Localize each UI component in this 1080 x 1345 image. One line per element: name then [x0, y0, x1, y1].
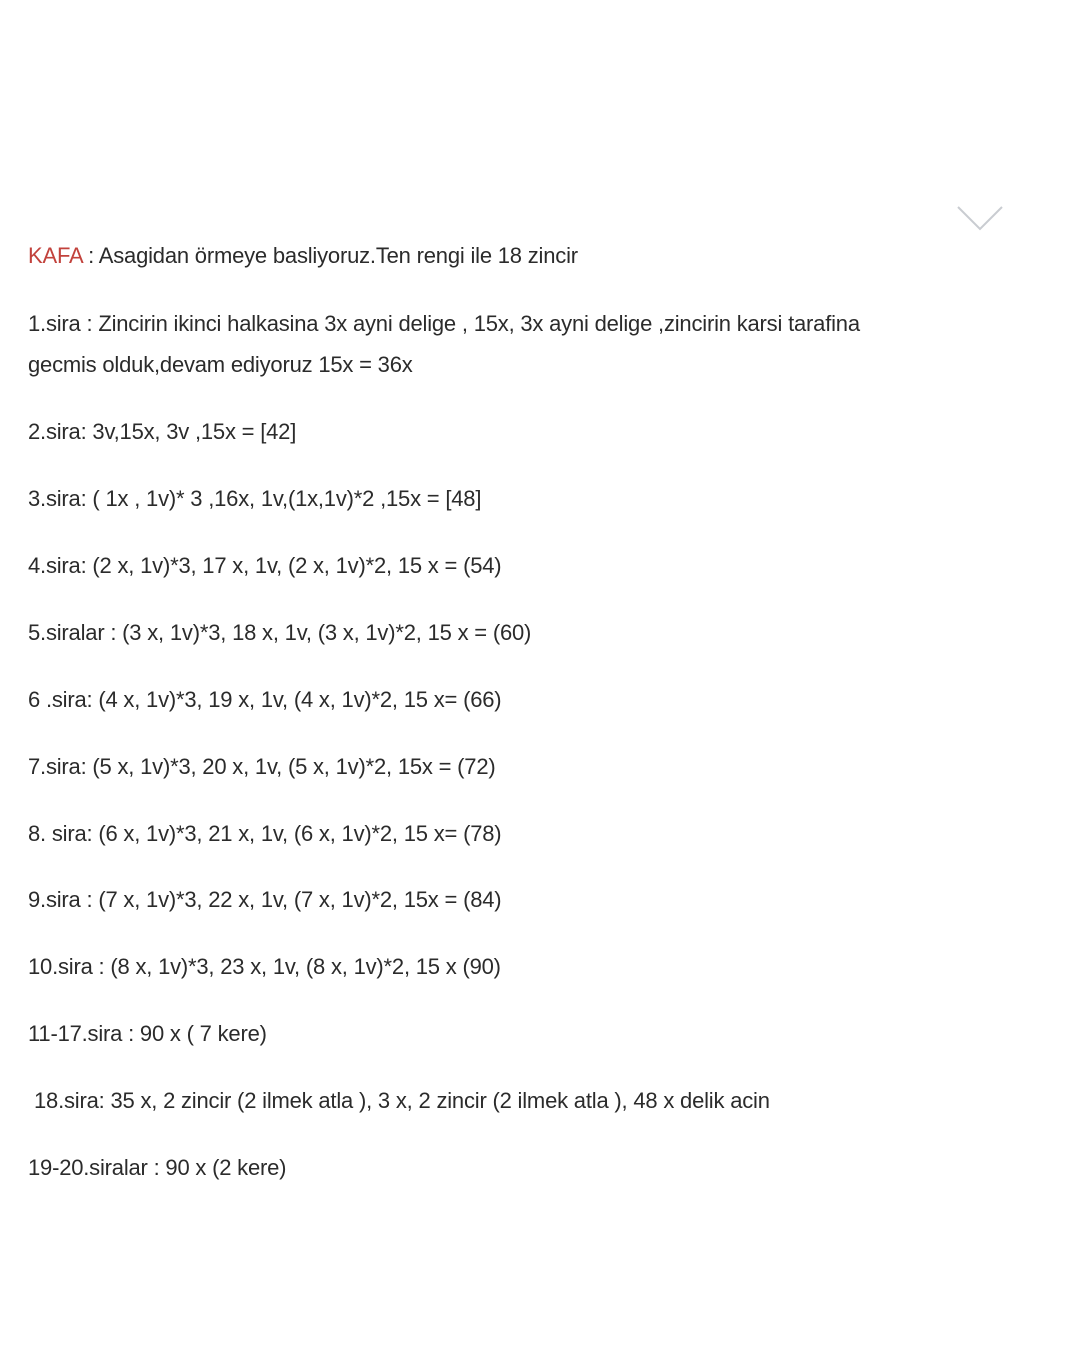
row-18: 18.sira: 35 x, 2 zincir (2 ilmek atla ), 3 x, 2 zincir (2 ilmek atla ), 48 x delik acin: [34, 1088, 770, 1113]
row-10: 10.sira : (8 x, 1v)*3, 23 x, 1v, (8 x, 1v)*2, 15 x (90): [28, 954, 501, 979]
row-19-20: 19-20.siralar : 90 x (2 kere): [28, 1155, 287, 1180]
row-2: 2.sira: 3v,15x, 3v ,15x = [42]: [28, 419, 297, 444]
row-3: 3.sira: ( 1x , 1v)* 3 ,16x, 1v,(1x,1v)*2 ,15x = [48]: [28, 486, 482, 511]
row-11-17: 11-17.sira : 90 x ( 7 kere): [28, 1021, 267, 1046]
row-5: 5.siralar : (3 x, 1v)*3, 18 x, 1v, (3 x, 1v)*2, 15 x = (60): [28, 620, 532, 645]
heading-line: [28, 241, 578, 271]
row-7: 7.sira: (5 x, 1v)*3, 20 x, 1v, (5 x, 1v)*2, 15x = (72): [28, 754, 496, 779]
row-1-line-2: gecmis olduk,devam ediyoruz 15x = 36x: [28, 352, 413, 377]
row-8: 8. sira: (6 x, 1v)*3, 21 x, 1v, (6 x, 1v)*2, 15 x= (78): [28, 821, 502, 846]
section-label: KAFA: [28, 243, 83, 268]
row-9: 9.sira : (7 x, 1v)*3, 22 x, 1v, (7 x, 1v)*2, 15x = (84): [28, 887, 502, 912]
heading-text: : Asagidan örmeye basliyoruz.Ten rengi ile 18 zincir: [82, 243, 578, 268]
row-1-line-1: 1.sira : Zincirin ikinci halkasina 3x ayni delige , 15x, 3x ayni delige ,zincirin karsi tarafina: [28, 311, 860, 336]
row-4: 4.sira: (2 x, 1v)*3, 17 x, 1v, (2 x, 1v)*2, 15 x = (54): [28, 553, 502, 578]
row-6: 6 .sira: (4 x, 1v)*3, 19 x, 1v, (4 x, 1v)*2, 15 x= (66): [28, 687, 502, 712]
chevron-down-icon[interactable]: [956, 203, 1004, 233]
